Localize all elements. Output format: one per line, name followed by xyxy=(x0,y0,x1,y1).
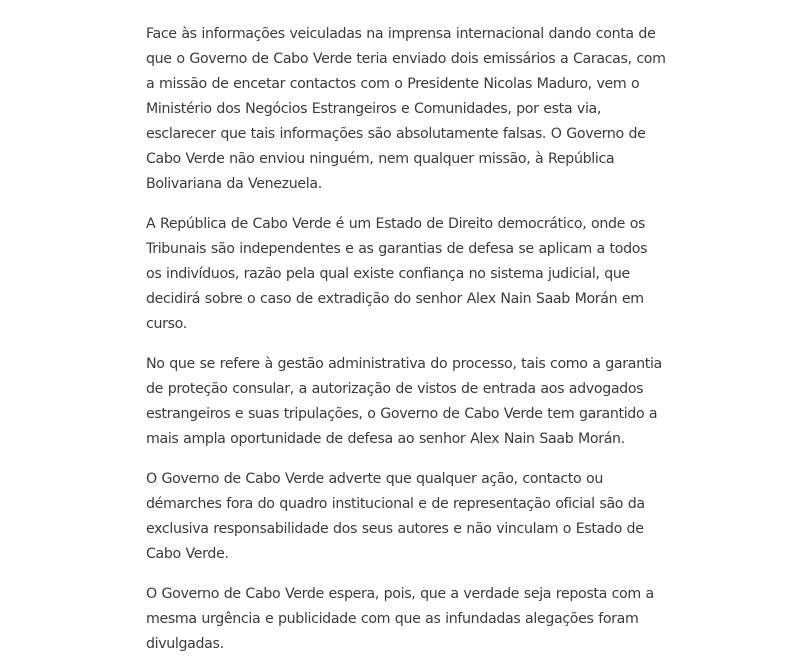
article-body xyxy=(146,22,666,672)
paragraph-administrative-process: No que se refere à gestão administrativa do processo, tais como a garantia de proteção consular, a autorização de vistos de entrada aos advogados estrangeiros e suas tripulações, o Governo de Cabo Verde tem garantido a mais ampla oportunidade de defesa ao senhor Alex Nain Saab Morán. xyxy=(146,356,662,447)
paragraph-conclusion: O Governo de Cabo Verde espera, pois, que a verdade seja reposta com a mesma urgência e publicidade com que as infundadas alegações foram divulgadas. xyxy=(146,586,654,652)
paragraph-denial: Face às informações veiculadas na imprensa internacional dando conta de que o Governo de Cabo Verde teria enviado dois emissários a Caracas, com a missão de encetar contactos com o Presidente Nicolas Maduro, vem o Ministério dos Negócios Estrangeiros e Comunidades, por esta via, esclarecer que tais informações são absolutamente falsas. O Governo de Cabo Verde não enviou ninguém, nem qualquer missão, à República Bolivariana da Venezuela. xyxy=(146,26,666,192)
paragraph-rule-of-law: A República de Cabo Verde é um Estado de Direito democrático, onde os Tribunais são independentes e as garantias de defesa se aplicam a todos os indivíduos, razão pela qual existe confiança no sistema judicial, que decidirá sobre o caso de extradição do senhor Alex Nain Saab Morán em curso. xyxy=(146,216,648,332)
paragraph-warning: O Governo de Cabo Verde adverte que qualquer ação, contacto ou démarches fora do quadro institucional e de representação oficial são da exclusiva responsabilidade dos seus autores e não vinculam o Estado de Cabo Verde. xyxy=(146,471,645,562)
